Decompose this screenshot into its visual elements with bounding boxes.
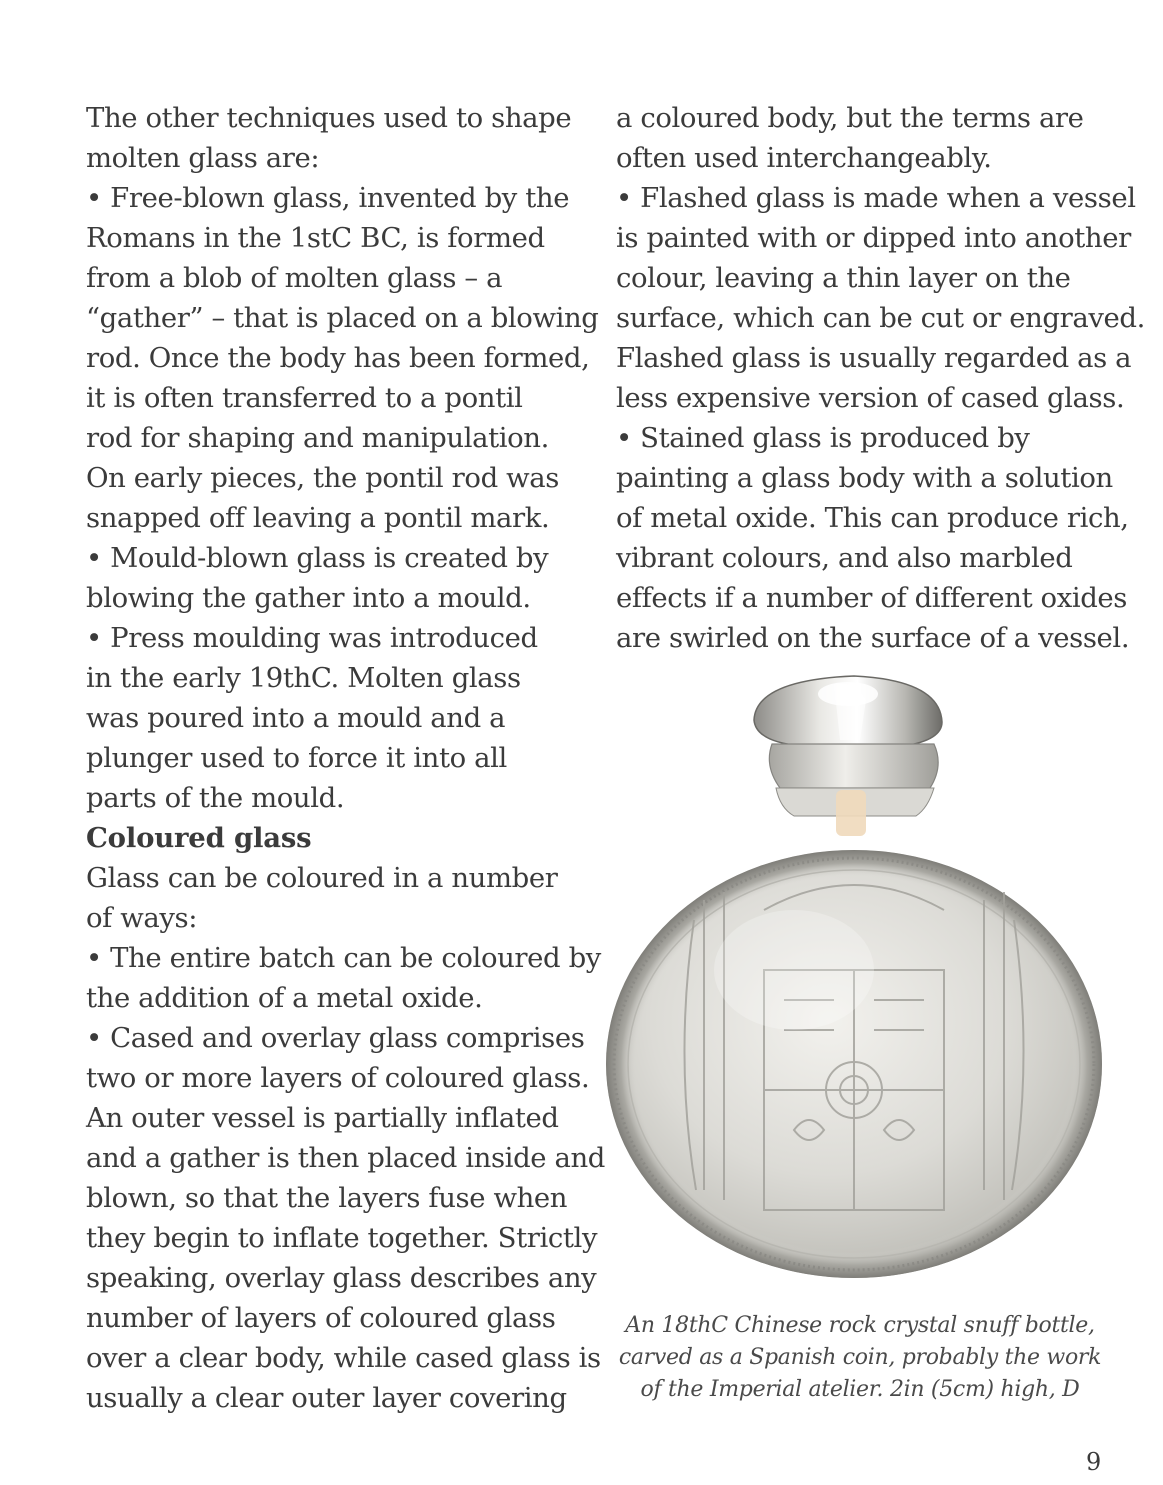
photo-caption <box>610 1310 1110 1406</box>
body-line: blown, so that the layers fuse when <box>86 1182 568 1214</box>
body-line: blowing the gather into a mould. <box>86 582 531 614</box>
body-line: the addition of a metal oxide. <box>86 982 483 1014</box>
body-line: An outer vessel is partially inflated <box>86 1102 559 1134</box>
body-line: • Stained glass is produced by <box>616 422 1030 454</box>
body-line: less expensive version of cased glass. <box>616 382 1125 414</box>
body-line: vibrant colours, and also marbled <box>616 542 1073 574</box>
body-line: • The entire batch can be coloured by <box>86 942 601 974</box>
left-text-column <box>86 98 606 1418</box>
body-line: over a clear body, while cased glass is <box>86 1342 601 1374</box>
body-line: of ways: <box>86 902 198 934</box>
body-line: are swirled on the surface of a vessel. <box>616 622 1130 654</box>
body-line: Glass can be coloured in a number <box>86 862 558 894</box>
body-line: • Cased and overlay glass comprises <box>86 1022 585 1054</box>
body-line: • Press moulding was introduced <box>86 622 538 654</box>
caption-line: An 18thC Chinese rock crystal snuff bottle, <box>625 1313 1095 1338</box>
body-line: two or more layers of coloured glass. <box>86 1062 590 1094</box>
body-line: “gather” – that is placed on a blowing <box>86 302 599 334</box>
page-number: 9 <box>1086 1448 1102 1476</box>
body-line: Flashed glass is usually regarded as a <box>616 342 1132 374</box>
body-line: they begin to inflate together. Strictly <box>86 1222 598 1254</box>
body-line: colour, leaving a thin layer on the <box>616 262 1071 294</box>
body-line: often used interchangeably. <box>616 142 992 174</box>
caption-line: carved as a Spanish coin, probably the work <box>618 1345 1102 1370</box>
body-line: is painted with or dipped into another <box>616 222 1131 254</box>
body-line: of metal oxide. This can produce rich, <box>616 502 1129 534</box>
body-line: plunger used to force it into all <box>86 742 507 774</box>
body-line: • Free-blown glass, invented by the <box>86 182 570 214</box>
body-line: • Flashed glass is made when a vessel <box>616 182 1136 214</box>
body-line: in the early 19thC. Molten glass <box>86 662 521 694</box>
section-heading: Coloured glass <box>86 822 312 854</box>
caption-line: of the Imperial atelier. 2in (5cm) high, D <box>640 1377 1080 1402</box>
bottle-stopper <box>754 676 942 746</box>
body-line: On early pieces, the pontil rod was <box>86 462 559 494</box>
body-line: and a gather is then placed inside and <box>86 1142 606 1174</box>
body-line: number of layers of coloured glass <box>86 1302 556 1334</box>
right-text-column <box>616 98 1145 658</box>
body-line: rod. Once the body has been formed, <box>86 342 590 374</box>
body-line: Romans in the 1stC BC, is formed <box>86 222 545 254</box>
body-line: speaking, overlay glass describes any <box>86 1262 597 1294</box>
body-line: snapped off leaving a pontil mark. <box>86 502 550 534</box>
body-line: • Mould-blown glass is created by <box>86 542 549 574</box>
body-line: was poured into a mould and a <box>86 702 506 734</box>
body-line: The other techniques used to shape <box>86 102 572 134</box>
body-line: molten glass are: <box>86 142 320 174</box>
body-line: painting a glass body with a solution <box>616 462 1113 494</box>
bottle-neck <box>769 744 938 836</box>
body-line: from a blob of molten glass – a <box>86 262 503 294</box>
body-line: rod for shaping and manipulation. <box>86 422 549 454</box>
glass-highlight <box>714 910 874 1030</box>
body-line: surface, which can be cut or engraved. <box>616 302 1145 334</box>
body-line: a coloured body, but the terms are <box>616 102 1084 134</box>
body-line: usually a clear outer layer covering <box>86 1382 567 1414</box>
snuff-bottle-photo <box>604 670 1116 1280</box>
body-line: effects if a number of different oxides <box>616 582 1128 614</box>
body-line: parts of the mould. <box>86 782 345 814</box>
body-line: it is often transferred to a pontil <box>86 382 523 414</box>
